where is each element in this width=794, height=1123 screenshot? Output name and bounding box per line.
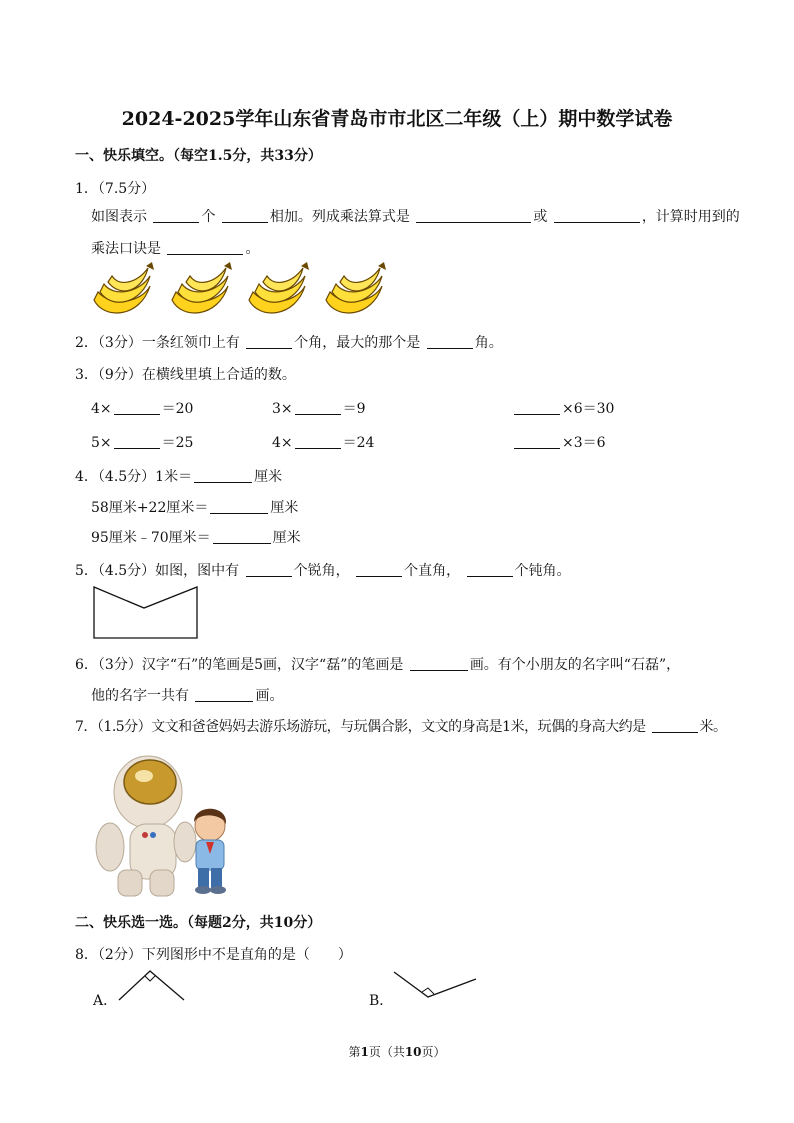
section-2-heading: 二、快乐选一选。（每题2分，共10分）	[75, 915, 322, 931]
q1-blank-4[interactable]	[554, 208, 640, 223]
q1-text-a: 如图表示	[91, 209, 147, 225]
q6-blank-1[interactable]	[410, 656, 468, 671]
q6-text-a: 6．（3分）汉字“石”的笔画是5画，汉字“磊”的笔画是	[75, 657, 404, 673]
section-1-heading: 一、快乐填空。（每空1.5分，共33分）	[75, 148, 322, 164]
q4-text: 58厘米+22厘米＝	[91, 500, 209, 516]
q1-text-c: 相加。列成乘法算式是	[269, 209, 410, 225]
q5-shape-figure	[93, 586, 203, 641]
q7-line	[75, 716, 727, 736]
q1-line1	[91, 206, 740, 226]
q3-eq-text: ＝25	[161, 435, 194, 451]
q3-blank[interactable]	[114, 400, 160, 415]
banana-icon	[326, 262, 386, 313]
q1-text-e: ，计算时用到的	[641, 209, 740, 225]
q5-text-d: 个钝角。	[514, 563, 571, 579]
q3-eq-5	[272, 432, 374, 452]
q3-eq-text: ＝20	[161, 401, 194, 417]
q3-eq-2	[272, 398, 366, 418]
q2-blank-1[interactable]	[246, 334, 292, 349]
q4-text: 95厘米﹣70厘米＝	[91, 530, 211, 546]
q1-text-d: 或	[533, 209, 548, 225]
q8-number: 8．（2分）下列图形中不是直角的是（ ）	[75, 947, 352, 963]
q2-text-a: 2．（3分）一条红领巾上有	[75, 335, 240, 351]
q4-blank-3[interactable]	[213, 529, 271, 544]
q3-number: 3．（9分）在横线里填上合适的数。	[75, 367, 296, 383]
q7-text-b: 米。	[699, 719, 727, 735]
q6-text-c: 他的名字一共有	[91, 688, 189, 704]
q3-blank[interactable]	[114, 434, 160, 449]
q3-eq-text: 4×	[272, 435, 293, 451]
q2-text-c: 角。	[474, 335, 503, 351]
q8-option-a-angle	[118, 968, 188, 1002]
q3-blank[interactable]	[514, 400, 560, 415]
q1-text-b: 个	[201, 209, 216, 225]
q1-blank-2[interactable]	[222, 208, 268, 223]
q1-blank-3[interactable]	[416, 208, 531, 223]
q5-blank-2[interactable]	[356, 562, 402, 577]
q3-eq-1	[91, 398, 193, 418]
q3-eq-text: ＝24	[342, 435, 375, 451]
q6-line-2	[91, 685, 283, 705]
q3-eq-text: 3×	[272, 401, 293, 417]
q3-blank[interactable]	[514, 434, 560, 449]
q1-text-f: 乘法口诀是	[91, 241, 161, 257]
current-page-number: 1	[360, 1045, 369, 1059]
q6-text-d: 画。	[255, 688, 284, 704]
q4-text: 4．（4.5分）1米＝	[75, 469, 193, 485]
q5-text-c: 个直角，	[404, 563, 461, 579]
q5-blank-3[interactable]	[467, 562, 513, 577]
astronaut-and-child-photo	[90, 742, 240, 902]
banana-icon	[94, 262, 154, 313]
q2-text-b: 个角，最大的那个是	[294, 335, 421, 351]
q4-blank-1[interactable]	[194, 468, 252, 483]
q4-line-1	[75, 466, 282, 486]
q3-eq-text: ＝9	[342, 401, 366, 417]
q7-blank-1[interactable]	[652, 718, 698, 733]
q6-blank-2[interactable]	[195, 687, 253, 702]
q4-blank-2[interactable]	[210, 499, 268, 514]
q8-option-b-label[interactable]: B．	[369, 993, 394, 1009]
q3-eq-text: ×3＝6	[562, 435, 606, 451]
footer-text: 页）	[421, 1045, 446, 1059]
q8-option-a-label[interactable]: A．	[93, 993, 118, 1009]
q4-line-2	[91, 497, 298, 517]
q3-eq-6	[512, 432, 606, 452]
banana-icon	[172, 262, 232, 313]
q2-line	[75, 332, 503, 352]
q1-blank-1[interactable]	[153, 208, 199, 223]
q1-number: 1．（7.5分）	[75, 181, 156, 197]
q5-line	[75, 560, 571, 580]
q3-eq-4	[91, 432, 193, 452]
q7-text-a: 7．（1.5分）文文和爸爸妈妈去游乐场游玩，与玩偶合影，文文的身高是1米，玩偶的身高大约是	[75, 719, 646, 735]
q1-text-g: 。	[245, 241, 260, 257]
q3-blank[interactable]	[295, 434, 341, 449]
q4-line-3	[91, 527, 301, 547]
q4-text: 厘米	[270, 500, 299, 516]
banana-icon	[249, 262, 309, 313]
q5-text-b: 个锐角，	[293, 563, 350, 579]
q3-eq-text: 5×	[91, 435, 112, 451]
q2-blank-2[interactable]	[427, 334, 473, 349]
q1-line2	[91, 238, 259, 258]
q3-blank[interactable]	[295, 400, 341, 415]
q4-text: 厘米	[254, 469, 283, 485]
q6-line-1	[75, 654, 680, 674]
q4-text: 厘米	[272, 530, 301, 546]
page-title: 2024-2025学年山东省青岛市市北区二年级（上）期中数学试卷	[121, 108, 673, 130]
total-page-number: 10	[404, 1045, 422, 1059]
q8-option-b-angle	[392, 968, 482, 1002]
page-footer	[0, 1043, 794, 1060]
q6-text-b: 画。有个小朋友的名字叫“石磊”，	[469, 657, 681, 673]
q3-eq-3	[512, 398, 614, 418]
q3-eq-text: 4×	[91, 401, 112, 417]
footer-text: 第	[348, 1045, 361, 1059]
q1-blank-5[interactable]	[167, 240, 243, 255]
q3-eq-text: ×6＝30	[562, 401, 615, 417]
q5-text-a: 5．（4.5分）如图，图中有	[75, 563, 240, 579]
footer-text: 页（共	[368, 1045, 405, 1059]
q5-blank-1[interactable]	[246, 562, 292, 577]
banana-bunches-illustration	[90, 262, 390, 322]
